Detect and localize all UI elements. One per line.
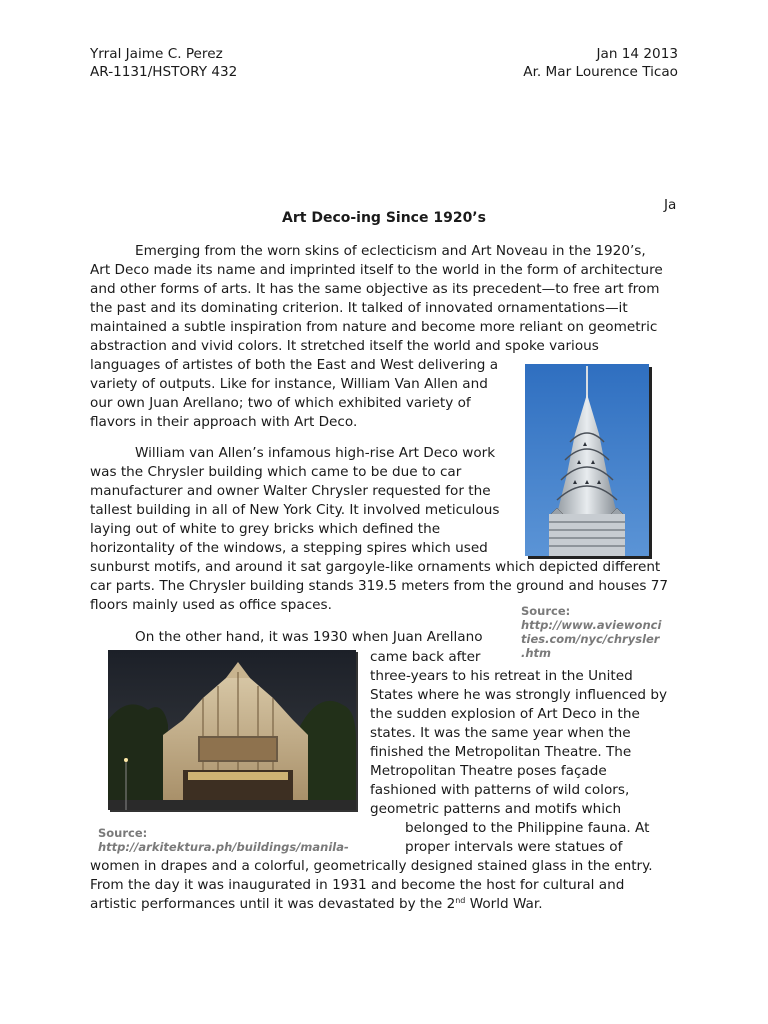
text-line: tallest building in all of New York City. It involved meticulous: [90, 502, 500, 518]
document-title: Art Deco-ing Since 1920’s: [282, 210, 486, 226]
text-line: women in drapes and a colorful, geometrically designed stained glass in the entry.: [90, 858, 653, 874]
document-date: Jan 14 2013: [596, 46, 678, 62]
author-name: Yrral Jaime C. Perez: [90, 46, 223, 62]
text-line: flavors in their approach with Art Deco.: [90, 414, 358, 430]
ordinal-suffix: nd: [455, 896, 466, 905]
text-line: On the other hand, it was 1930 when Juan Arellano: [135, 629, 483, 645]
text-line: finished the Metropolitan Theatre. The: [370, 744, 632, 760]
text-line: Emerging from the worn skins of eclecticism and Art Noveau in the 1920’s,: [135, 243, 646, 259]
caption-url-line: http://www.aviewonci: [521, 618, 662, 632]
text-line: and other forms of arts. It has the same objective as its precedent—to free art from: [90, 281, 660, 297]
text-line: maintained a subtle inspiration from nature and become more reliant on geometric: [90, 319, 658, 335]
stray-text: Ja: [664, 197, 677, 213]
caption-url-line: ties.com/nyc/chrysler: [521, 632, 660, 646]
text-line: States where he was strongly influenced by: [370, 687, 668, 703]
text-line: states. It was the same year when the: [370, 725, 631, 741]
text-line: the sudden explosion of Art Deco in the: [370, 706, 640, 722]
text-line: geometric patterns and motifs which: [370, 801, 622, 817]
caption-label: Source:: [98, 826, 148, 840]
theatre-photo-caption: [98, 826, 349, 854]
text-line: William van Allen’s infamous high-rise Art Deco work: [135, 445, 496, 461]
text-line: From the day it was inaugurated in 1931 and become the host for cultural and: [90, 877, 625, 893]
caption-label: Source:: [521, 604, 571, 618]
text-segment: artistic performances until it was devastated by the 2: [90, 896, 456, 912]
text-line: our own Juan Arellano; two of which exhibited variety of: [90, 395, 471, 411]
text-line: manufacturer and owner Walter Chrysler requested for the: [90, 483, 491, 499]
text-line: floors mainly used as office spaces.: [90, 597, 332, 613]
text-line: was the Chrysler building which came to be due to car: [90, 464, 462, 480]
metropolitan-theatre-photo: [108, 650, 356, 810]
text-line: car parts. The Chrysler building stands 319.5 meters from the ground and houses 77: [90, 578, 669, 594]
text-line: abstraction and vivid colors. It stretched itself the world and spoke various: [90, 338, 599, 354]
text-segment: World War.: [465, 896, 543, 912]
text-line: fashioned with patterns of wild colors,: [370, 782, 630, 798]
text-line: [90, 895, 543, 914]
chrysler-photo-caption: [521, 604, 661, 660]
text-line: belonged to the Philippine fauna. At: [405, 820, 650, 836]
course-code: AR-1131/HSTORY 432: [90, 64, 238, 80]
text-line: languages of artistes of both the East and West delivering a: [90, 357, 499, 373]
text-line: Art Deco made its name and imprinted itself to the world in the form of architecture: [90, 262, 663, 278]
text-line: horizontality of the windows, a stepping spires which used: [90, 540, 488, 556]
instructor-name: Ar. Mar Lourence Ticao: [523, 64, 678, 80]
text-line: the past and its dominating criterion. It talked of innovated ornamentations—it: [90, 300, 628, 316]
text-line: three-years to his retreat in the United: [370, 668, 633, 684]
caption-url-line: .htm: [521, 646, 552, 660]
chrysler-building-photo: [525, 364, 649, 556]
text-line: came back after: [370, 649, 481, 665]
text-line: Metropolitan Theatre poses façade: [370, 763, 607, 779]
text-line: sunburst motifs, and around it sat gargoyle-like ornaments which depicted different: [90, 559, 661, 575]
text-line: proper intervals were statues of: [405, 839, 623, 855]
caption-url-line: http://arkitektura.ph/buildings/manila-: [98, 840, 349, 854]
text-line: variety of outputs. Like for instance, William Van Allen and: [90, 376, 488, 392]
text-line: laying out of white to grey bricks which defined the: [90, 521, 441, 537]
